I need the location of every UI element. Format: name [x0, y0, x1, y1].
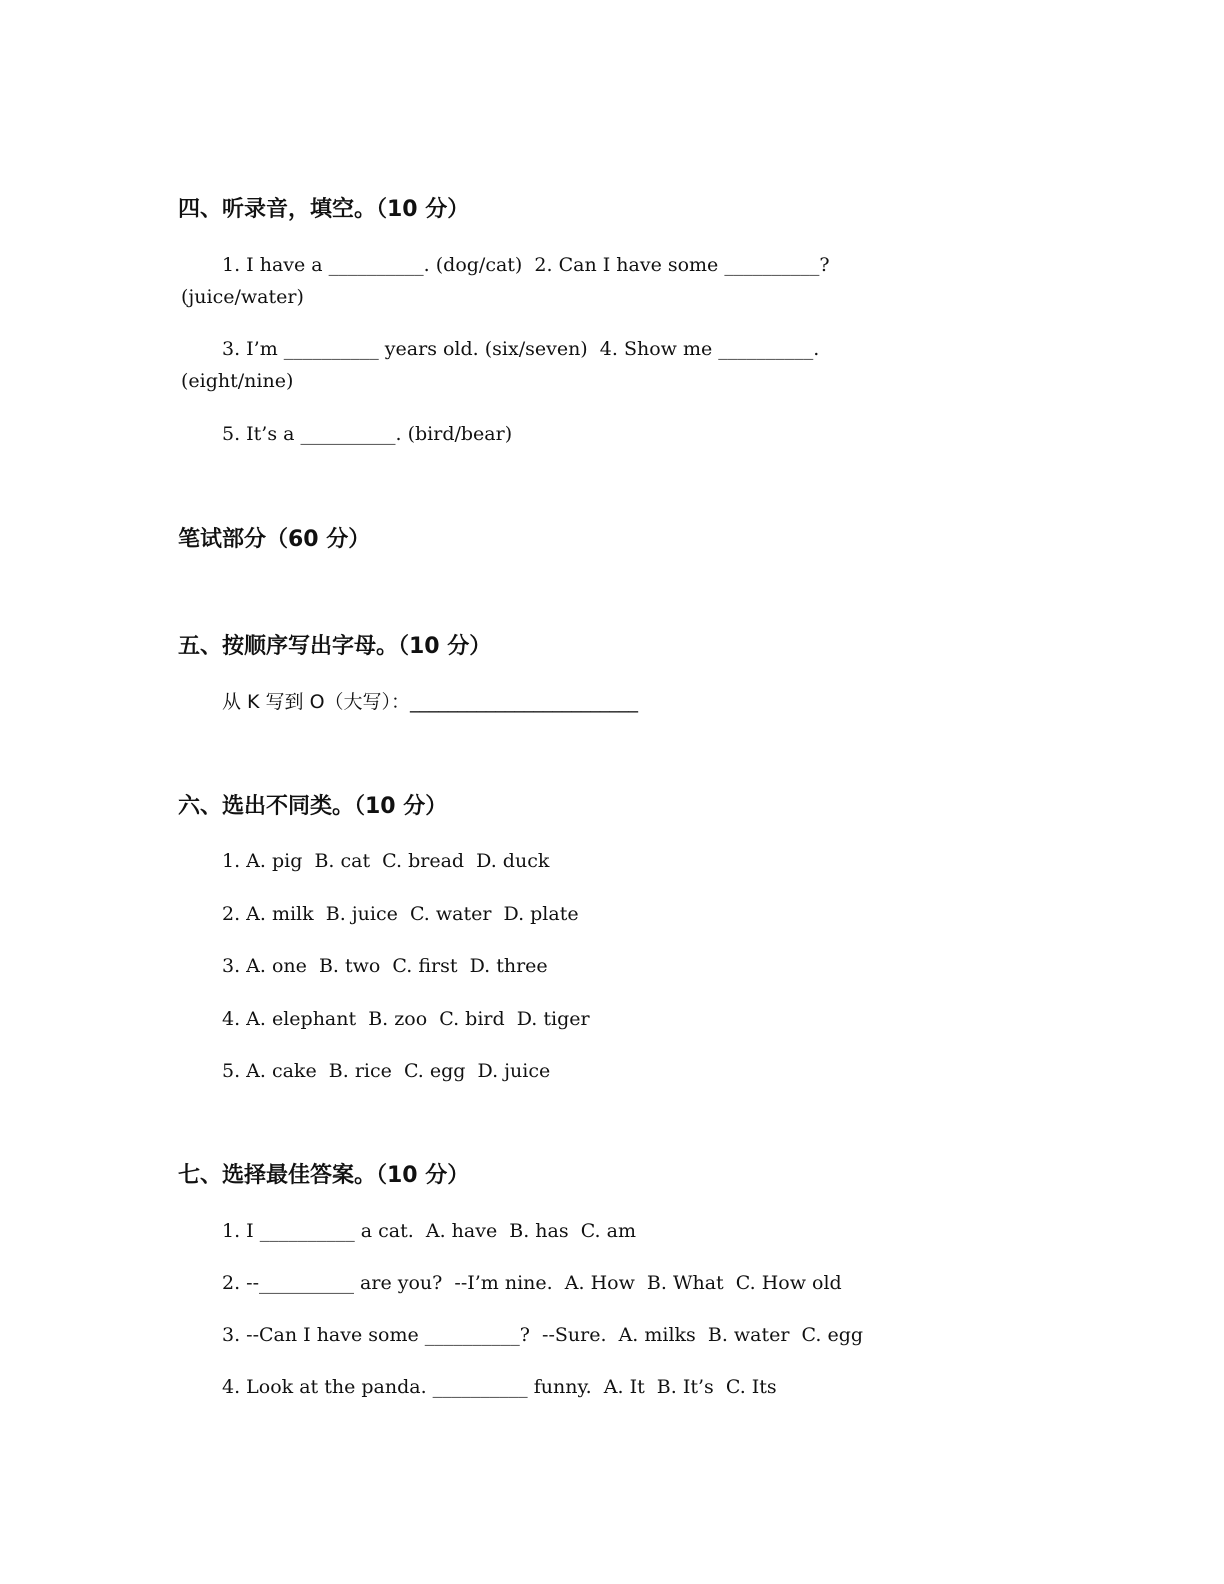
section-6-item: 5. A. cake B. rice C. egg D. juice	[222, 1060, 551, 1082]
section-4-line-2-wrap: (eight/nine)	[181, 370, 294, 392]
section-7-item: 2. --__________ are you? --I’m nine. A. How B. What C. How old	[222, 1272, 842, 1294]
section-4-title: 四、听录音，填空。（10 分）	[178, 197, 470, 222]
section-5-title: 五、按顺序写出字母。（10 分）	[178, 634, 492, 659]
section-6-item: 1. A. pig B. cat C. bread D. duck	[222, 850, 550, 872]
section-6-title: 六、选出不同类。（10 分）	[178, 794, 448, 819]
section-6-item: 3. A. one B. two C. first D. three	[222, 955, 548, 977]
section-5-question: 从 K 写到 O（大写）：________________________	[222, 691, 639, 713]
section-4-line-3: 5. It’s a __________. (bird/bear)	[222, 423, 513, 445]
section-7-item: 1. I __________ a cat. A. have B. has C. am	[222, 1220, 636, 1242]
section-4-line-1: 1. I have a __________. (dog/cat) 2. Can I have some __________?	[222, 254, 830, 276]
section-7-title: 七、选择最佳答案。（10 分）	[178, 1163, 470, 1188]
section-4-line-1-wrap: (juice/water)	[181, 286, 304, 308]
section-7-item: 4. Look at the panda. __________ funny. A. It B. It’s C. Its	[222, 1376, 777, 1398]
section-6-item: 4. A. elephant B. zoo C. bird D. tiger	[222, 1008, 590, 1030]
section-7-item: 3. --Can I have some __________? --Sure. A. milks B. water C. egg	[222, 1324, 864, 1346]
written-part-title: 笔试部分（60 分）	[178, 527, 371, 552]
section-6-item: 2. A. milk B. juice C. water D. plate	[222, 903, 579, 925]
section-4-line-2: 3. I’m __________ years old. (six/seven) 4. Show me __________.	[222, 338, 820, 360]
